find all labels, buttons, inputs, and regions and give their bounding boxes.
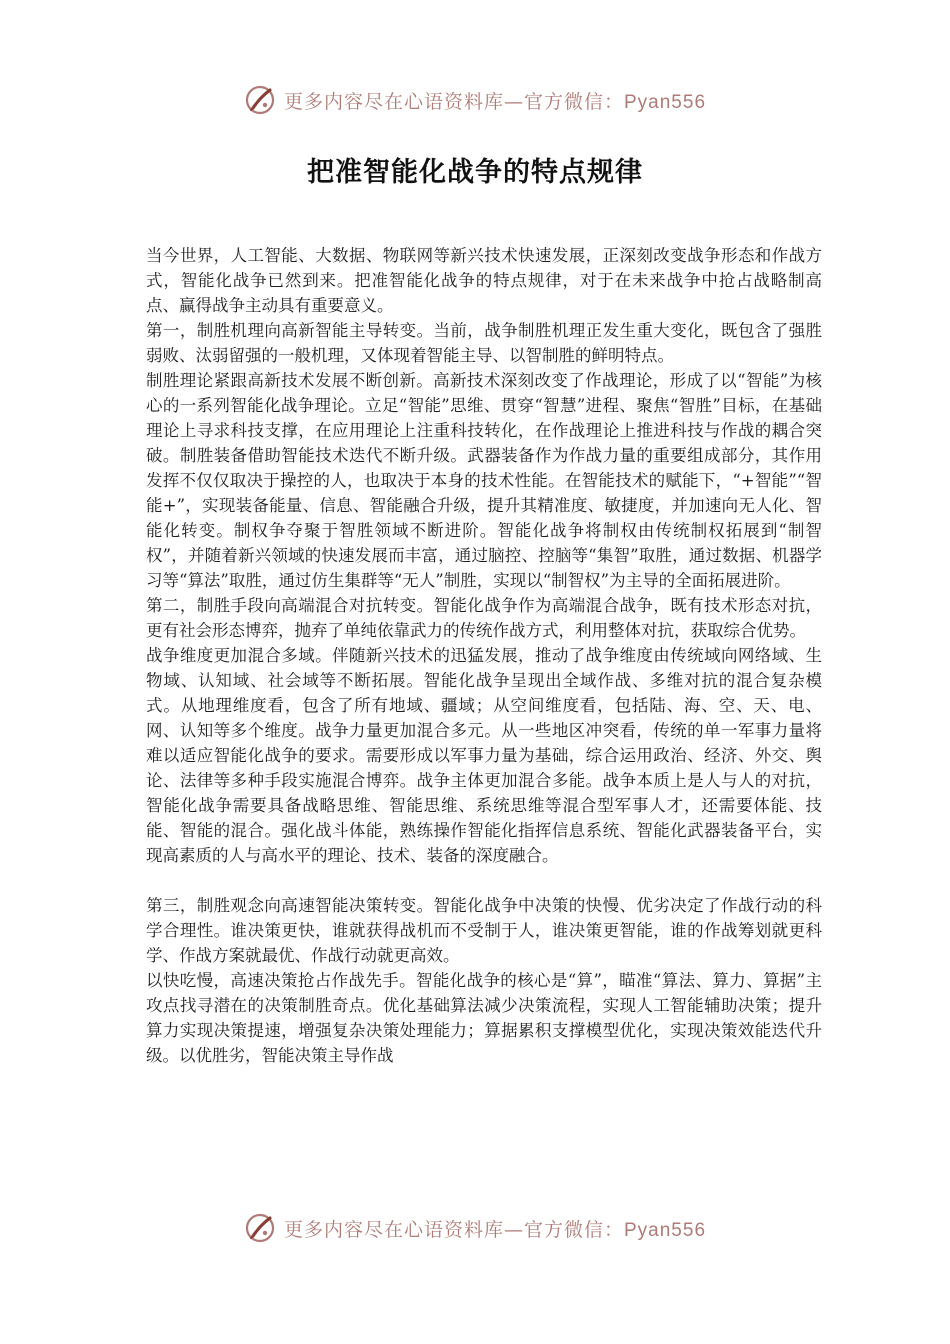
paragraph-third-detail: 以快吃慢，高速决策抢占作战先手。智能化战争的核心是“算”，瞄准“算法、算力、算据”主攻点找寻潜在的决策制胜奇点。优化基础算法减少决策流程，实现人工智能辅助决策；提升算力实现决策提速，增强复杂决策处理能力；算据累积支撑模型优化，实现决策效能迭代升级。以优胜劣，智能决策主导作战: [146, 971, 822, 1065]
banner-separator: —: [503, 1218, 524, 1241]
banner-text: [284, 1215, 706, 1242]
paragraph-first-point: 第一，制胜机理向高新智能主导转变。当前，战争制胜机理正发生重大变化，既包含了强胜弱败、汰弱留强的一般机理，又体现着智能主导、以智制胜的鲜明特点。: [146, 321, 822, 365]
paragraph-spacer: [146, 868, 822, 893]
paragraph-first-detail: 制胜理论紧跟高新技术发展不断创新。高新技术深刻改变了作战理论，形成了以“智能”为核心的一系列智能化战争理论。立足“智能”思维、贯穿“智慧”进程、聚焦“智胜”目标，在基础理论上寻求科技支撑，在应用理论上注重科技转化，在作战理论上推进科技与作战的耦合突破。制胜装备借助智能技术迭代不断升级。武器装备作为作战力量的重要组成部分，其作用发挥不仅仅取决于操控的人，也取决于本身的技术性能。在智能技术的赋能下，“+智能”“智能+”，实现装备能量、信息、智能融合升级，提升其精准度、敏捷度，并加速向无人化、智能化转变。制权争夺聚于智胜领域不断进阶。智能化战争将制权由传统制权拓展到“制智权”，并随着新兴领域的快速发展而丰富，通过脑控、控脑等“集智”取胜，通过数据、机器学习等“算法”取胜，通过仿生集群等“无人”制胜，实现以“制智权”为主导的全面拓展进阶。: [146, 371, 822, 590]
paragraph-second-detail: 战争维度更加混合多域。伴随新兴技术的迅猛发展，推动了战争维度由传统域向网络域、生物域、认知域、社会域等不断拓展。智能化战争呈现出全域作战、多维对抗的混合复杂模式。从地理维度看，包含了所有地域、疆域；从空间维度看，包括陆、海、空、天、电、网、认知等多个维度。战争力量更加混合多元。从一些地区冲突看，传统的单一军事力量将难以适应智能化战争的要求。需要形成以军事力量为基础，综合运用政治、经济、外交、舆论、法律等多种手段实施混合博弈。战争主体更加混合多能。战争本质上是人与人的对抗，智能化战争需要具备战略思维、智能思维、系统思维等混合型军事人才，还需要体能、技能、智能的混合。强化战斗体能，熟练操作智能化指挥信息系统、智能化武器装备平台，实现高素质的人与高水平的理论、技术、装备的深度融合。: [146, 646, 822, 865]
paragraph-third-point: 第三，制胜观念向高速智能决策转变。智能化战争中决策的快慢、优劣决定了作战行动的科学合理性。谁决策更快，谁就获得战机而不受制于人，谁决策更智能，谁的作战筹划就更科学、作战方案就最优、作战行动就更高效。: [146, 896, 822, 965]
banner-separator: —: [503, 90, 524, 113]
banner-wechat-id: Pyan556: [624, 91, 707, 113]
header-watermark-banner: [0, 84, 950, 116]
brush-logo-icon: [244, 84, 276, 116]
banner-wechat-label: 官方微信：: [523, 90, 624, 113]
document-body: [146, 243, 822, 1068]
paragraph-intro: 当今世界，人工智能、大数据、物联网等新兴技术快速发展，正深刻改变战争形态和作战方式，智能化战争已然到来。把准智能化战争的特点规律，对于在未来战争中抢占战略制高点、赢得战争主动具有重要意义。: [146, 246, 822, 315]
banner-main-text: 更多内容尽在心语资料库: [283, 1218, 504, 1241]
document-title: 把准智能化战争的特点规律: [307, 157, 643, 188]
paragraph-second-point: 第二，制胜手段向高端混合对抗转变。智能化战争作为高端混合战争，既有技术形态对抗，更有社会形态博弈，抛弃了单纯依靠武力的传统作战方式，利用整体对抗，获取综合优势。: [146, 596, 822, 640]
banner-text: [284, 87, 706, 114]
footer-watermark-banner: [0, 1212, 950, 1244]
banner-wechat-id: Pyan556: [624, 1219, 707, 1241]
banner-wechat-label: 官方微信：: [523, 1218, 624, 1241]
banner-main-text: 更多内容尽在心语资料库: [283, 90, 504, 113]
brush-logo-icon: [244, 1212, 276, 1244]
